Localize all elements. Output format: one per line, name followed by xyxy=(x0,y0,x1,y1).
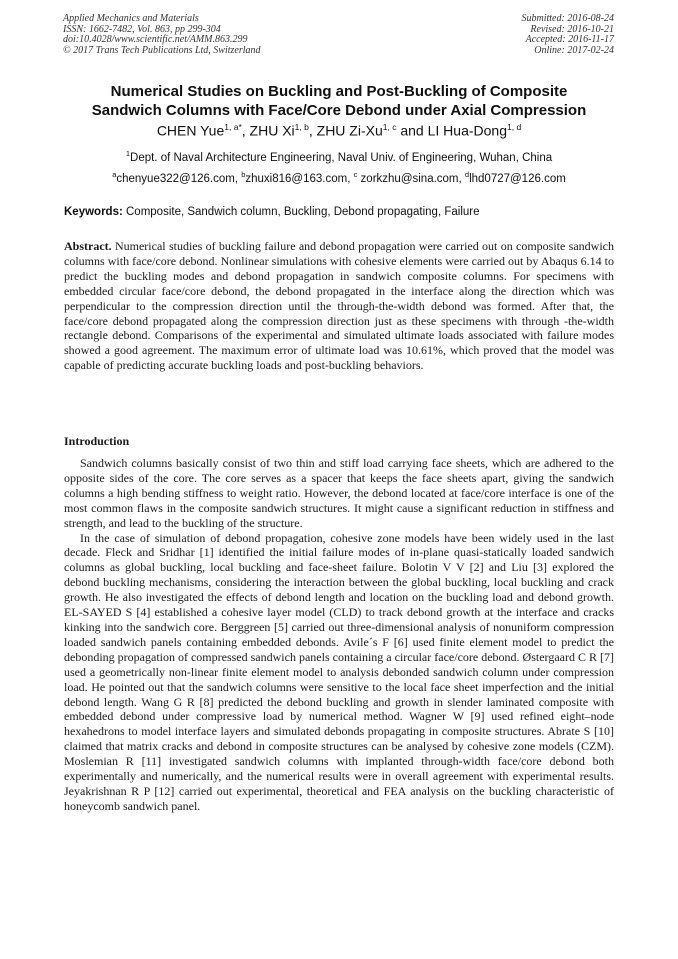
revised-date: Revised: 2016-10-21 xyxy=(530,23,614,35)
author-superscript: 1, c xyxy=(382,122,397,132)
email-address: zhuxi816@163.com, xyxy=(245,172,354,185)
doi-line: doi:10.4028/www.scientific.net/AMM.863.299 xyxy=(63,34,248,45)
dates-header xyxy=(522,14,615,56)
title-line-2: Sandwich Columns with Face/Core Debond under Axial Compression xyxy=(91,102,587,119)
author-name: ZHU Zi-Xu xyxy=(316,122,383,139)
author-superscript: 1, a* xyxy=(224,122,242,132)
submitted-date: Submitted: 2016-08-24 xyxy=(521,13,614,24)
affiliation-superscript: 1 xyxy=(125,149,131,158)
author-superscript: 1, b xyxy=(294,122,309,132)
email-address: chenyue322@126.com, xyxy=(116,172,242,185)
author-separator: and xyxy=(396,122,428,139)
journal-name: Applied Mechanics and Materials xyxy=(63,13,199,24)
paragraph: In the case of simulation of debond propagation, cohesive zone models have been widely used in the last decade. Fleck and Sridhar [1] identified the initial failure modes of in-plane quasi-statically loaded sandwich columns as global buckling, local buckling and face-sheet failure. Bolotin V V [2] and Liu [3] explored the debond buckling mechanisms, considering the interaction between the global buckling, local buckling and crack growth. He also investigated the effects of debond length and location on the buckling load and debond growth. EL-SAYED S [4] established a cohesive layer model (CLD) to track debond growth at the interface and cracks kinking into the sandwich core. Berggreen [5] carried out three-dimensional analysis of nonuniform compression loaded sandwich panels containing embedded debonds. Avile´s F [6] used finite element model to predict the debonding propagation of compressed sandwich panels containing a circular face/core debond. Østergaard C R [7] used a geometrically non-linear finite element model to analysis debonded sandwich column under compression load. He pointed out that the sandwich columns were sensitive to the local face sheet imperfection and the initial debond length. Wang G R [8] predicted the debond buckling and growth in slender laminated composite with embedded debond under compressive load by numerical method. Wagner W [9] used refined eight–node hexahedrons to model interface layers and simulated debonds propagating in composite structures. Abrate S [10] claimed that matrix cracks and debond in composite structures can be analysed by cohesive zone models (CZM). Moslemian R [11] investigated sandwich columns with implanted through-width face/core debond both experimentally and numerically, and the numerical results were in overall agreement with experimental results. Jeyakrishnan R P [12] carried out experimental, theoretical and FEA analysis on the buckling characteristic of honeycomb sandwich panel. xyxy=(64,530,614,813)
affiliation xyxy=(40,149,638,164)
accepted-date: Accepted: 2016-11-17 xyxy=(525,34,614,45)
email-superscript: b xyxy=(241,170,246,179)
author-name: ZHU Xi xyxy=(249,122,295,139)
email-address: lhd0727@126.com xyxy=(469,172,566,185)
author-superscript: 1, d xyxy=(507,122,522,132)
author-name: LI Hua-Dong xyxy=(427,122,507,139)
paper-title xyxy=(40,82,638,120)
issn-line: ISSN: 1662-7482, Vol. 863, pp 299-304 xyxy=(63,23,221,35)
paragraph: Sandwich columns basically consist of two thin and stiff load carrying face sheets, which are adhered to the opposite sides of the core. The core serves as a spacer that keeps the face sheets apart, giving the sandwich columns a high bending stiffness to weight ratio. However, the debond located at face/core interface is one of the most common flaws in the composite sandwich structures. It might cause a significant reduction in stiffness and strength, and lead to the buckling of the structure. xyxy=(64,456,614,530)
author-emails xyxy=(30,170,648,185)
journal-header xyxy=(63,14,261,56)
author-separator: , xyxy=(241,122,250,139)
keywords xyxy=(64,206,624,218)
author-list xyxy=(40,122,638,139)
copyright-line: © 2017 Trans Tech Publications Ltd, Switzerland xyxy=(63,44,261,56)
abstract xyxy=(64,239,614,373)
title-line-1: Numerical Studies on Buckling and Post-Buckling of Composite xyxy=(110,83,568,100)
email-superscript: d xyxy=(464,170,470,179)
abstract-text: Numerical studies of buckling failure and debond propagation were carried out on composite sandwich columns with face/core debond. Nonlinear simulations with cohesive elements were carried out by Abaqus 6.14 to predict the buckling modes and debond propagation in sandwich composite columns. For specimens with embedded circular face/core debond, the debond propagated in the interface along the direction which was perpendicular to the compression direction until the through-the-width debond was formed. After that, the face/core debond propagated along the compression direction just as these specimens with through -the-width rectangle debond. Comparisons of the experimental and simulated ultimate loads associated with failure modes showed a good agreement. The maximum error of ultimate load was 10.61%, which proved that the model was capable of predicting accurate buckling loads and post-buckling behaviors. xyxy=(64,239,614,373)
author-separator: , xyxy=(308,122,317,139)
keywords-text: Composite, Sandwich column, Buckling, Debond propagating, Failure xyxy=(122,206,480,218)
author-name: CHEN Yue xyxy=(156,122,225,139)
affiliation-text: Dept. of Naval Architecture Engineering, Naval Univ. of Engineering, Wuhan, China xyxy=(130,151,553,164)
email-superscript: a xyxy=(112,170,117,179)
email-address: zorkzhu@sina.com, xyxy=(357,172,465,185)
abstract-label: Abstract. xyxy=(64,239,112,253)
introduction-body xyxy=(64,456,614,814)
email-superscript: c xyxy=(353,170,358,179)
online-date: Online: 2017-02-24 xyxy=(534,44,614,56)
keywords-label: Keywords: xyxy=(64,206,123,218)
section-heading-introduction: Introduction xyxy=(64,434,130,448)
